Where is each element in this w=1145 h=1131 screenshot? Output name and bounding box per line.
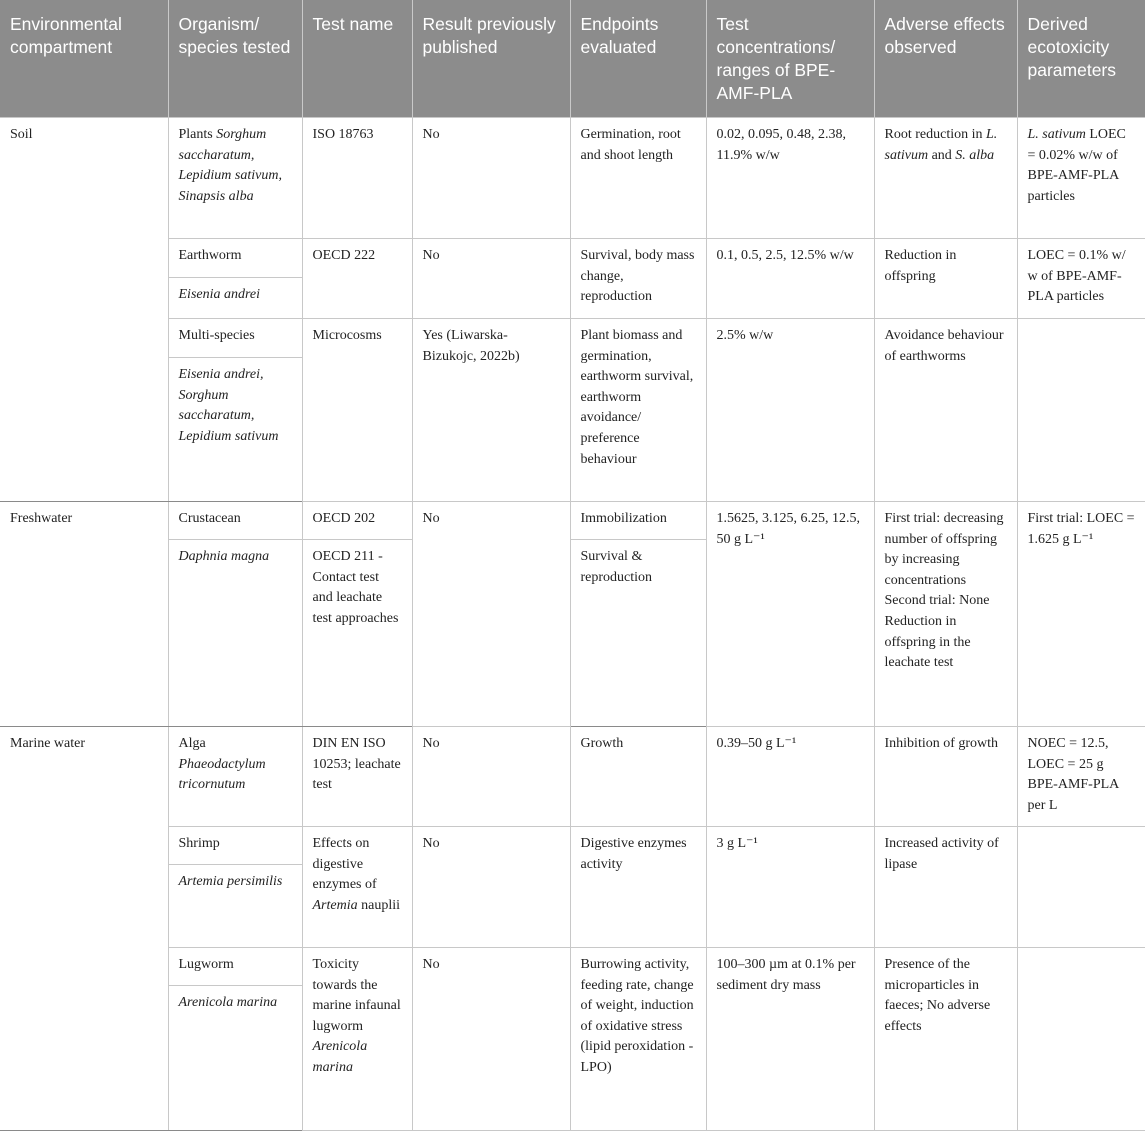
adverse-cell: Presence of the microparticles in faeces; No adverse effects <box>874 948 1017 1131</box>
endpoints-cell: Survival & reproduction <box>570 540 706 727</box>
adverse-cell: Inhibition of growth <box>874 727 1017 827</box>
test-species: Arenicola marina <box>312 1039 368 1075</box>
published-cell: No <box>412 827 570 948</box>
organism-cell <box>168 118 302 239</box>
header-row <box>0 0 1145 118</box>
organism-species: Arenicola marina <box>168 986 302 1131</box>
adverse-text: and <box>931 147 952 163</box>
concentrations-cell: 0.1, 0.5, 2.5, 12.5% w/w <box>706 239 874 319</box>
organism-species: Daphnia magna <box>168 540 302 727</box>
table-row <box>0 239 1145 278</box>
derived-species: L. sativum <box>1027 127 1086 142</box>
table-row <box>0 948 1145 986</box>
adverse-species: S. alba <box>955 147 995 163</box>
test-cell <box>302 827 412 948</box>
organism-species: Phaeodactylum tricornutum <box>178 756 266 793</box>
adverse-text: Root reduction in <box>884 127 983 142</box>
table-header <box>0 0 1145 118</box>
test-cell: Microcosms <box>302 319 412 502</box>
organism-group: Alga <box>178 736 206 751</box>
organism-species: Artemia persimilis <box>168 865 302 948</box>
concentrations-cell: 3 g L⁻¹ <box>706 827 874 948</box>
published-cell: No <box>412 239 570 319</box>
derived-cell <box>1017 948 1145 1131</box>
adverse-cell: Avoidance behaviour of earthworms <box>874 319 1017 502</box>
adverse-text: First trial: decreasing number of offspring by increasing concentrations <box>884 511 1004 588</box>
env-freshwater: Freshwater <box>0 502 168 727</box>
published-cell: No <box>412 727 570 827</box>
derived-cell <box>1017 118 1145 239</box>
test-cell: OECD 222 <box>302 239 412 319</box>
concentrations-cell: 2.5% w/w <box>706 319 874 502</box>
endpoints-cell: Burrowing activity, feeding rate, change of weight, induction of oxidative stress (lipid peroxidation - LPO) <box>570 948 706 1131</box>
header-endpoints: Endpoints evaluated <box>570 0 706 118</box>
derived-cell <box>1017 319 1145 502</box>
organism-species: Eisenia andrei <box>168 278 302 319</box>
table-body <box>0 118 1145 1131</box>
published-cell: No <box>412 118 570 239</box>
concentrations-cell: 0.02, 0.095, 0.48, 2.38, 11.9% w/w <box>706 118 874 239</box>
adverse-cell <box>874 118 1017 239</box>
test-text: Effects on digestive enzymes of <box>312 836 377 893</box>
test-cell: OECD 211 - Contact test and leachate test approaches <box>302 540 412 727</box>
table-row <box>0 727 1145 827</box>
endpoints-cell: Germination, root and shoot length <box>570 118 706 239</box>
test-cell <box>302 948 412 1131</box>
concentrations-cell: 0.39–50 g L⁻¹ <box>706 727 874 827</box>
organism-cell <box>168 727 302 827</box>
organism-species: Sorghum saccharatum, Lepidium sativum, Sinapsis alba <box>178 127 282 204</box>
adverse-text: Reduction in offspring in the leachate test <box>884 613 971 671</box>
header-env: Environmental compartment <box>0 0 168 118</box>
env-soil: Soil <box>0 118 168 502</box>
endpoints-cell: Immobilization <box>570 502 706 540</box>
adverse-cell: Reduction in offspring <box>874 239 1017 319</box>
derived-text: LOEC = 0.02% w/w of BPE-AMF-PLA particles <box>1027 127 1126 204</box>
published-cell: No <box>412 502 570 727</box>
header-organism: Organism/ species tested <box>168 0 302 118</box>
endpoints-cell: Digestive enzymes activity <box>570 827 706 948</box>
test-cell: ISO 18763 <box>302 118 412 239</box>
endpoints-cell: Growth <box>570 727 706 827</box>
endpoints-cell: Plant biomass and germination, earthworm survival, earthworm avoidance/ preference behaviour <box>570 319 706 502</box>
table-row <box>0 827 1145 865</box>
header-derived: Derived ecotoxicity parameters <box>1017 0 1145 118</box>
env-marine: Marine water <box>0 727 168 1131</box>
organism-group: Crustacean <box>168 502 302 540</box>
test-text: Toxicity towards the marine infaunal lugworm <box>312 957 401 1034</box>
published-cell: Yes (Liwarska-Bizukojc, 2022b) <box>412 319 570 502</box>
header-adverse: Adverse effects observed <box>874 0 1017 118</box>
test-cell: DIN EN ISO 10253; leachate test <box>302 727 412 827</box>
organism-species: Eisenia andrei, Sorghum saccharatum, Lepidium sativum <box>168 358 302 502</box>
test-text: nauplii <box>361 897 400 913</box>
table-row <box>0 502 1145 540</box>
derived-cell <box>1017 827 1145 948</box>
derived-cell: NOEC = 12.5, LOEC = 25 g BPE-AMF-PLA per L <box>1017 727 1145 827</box>
concentrations-cell: 100–300 µm at 0.1% per sediment dry mass <box>706 948 874 1131</box>
adverse-cell <box>874 502 1017 727</box>
organism-group: Shrimp <box>168 827 302 865</box>
header-test: Test name <box>302 0 412 118</box>
derived-cell: First trial: LOEC = 1.625 g L⁻¹ <box>1017 502 1145 727</box>
endpoints-cell: Survival, body mass change, reproduction <box>570 239 706 319</box>
organism-group: Lugworm <box>168 948 302 986</box>
test-species: Artemia <box>312 897 358 913</box>
adverse-species: L. sativum <box>884 127 998 163</box>
test-cell: OECD 202 <box>302 502 412 540</box>
header-published: Result previously published <box>412 0 570 118</box>
organism-group: Earthworm <box>168 239 302 278</box>
published-cell: No <box>412 948 570 1131</box>
table-row <box>0 118 1145 239</box>
adverse-text: Second trial: None <box>884 593 990 609</box>
derived-cell: LOEC = 0.1% w/ w of BPE-AMF-PLA particles <box>1017 239 1145 319</box>
organism-group: Plants <box>178 127 213 142</box>
table-row <box>0 319 1145 358</box>
concentrations-cell: 1.5625, 3.125, 6.25, 12.5, 50 g L⁻¹ <box>706 502 874 727</box>
organism-group: Multi-species <box>168 319 302 358</box>
adverse-cell: Increased activity of lipase <box>874 827 1017 948</box>
header-concentrations: Test concentrations/ ranges of BPE-AMF-PLA <box>706 0 874 118</box>
